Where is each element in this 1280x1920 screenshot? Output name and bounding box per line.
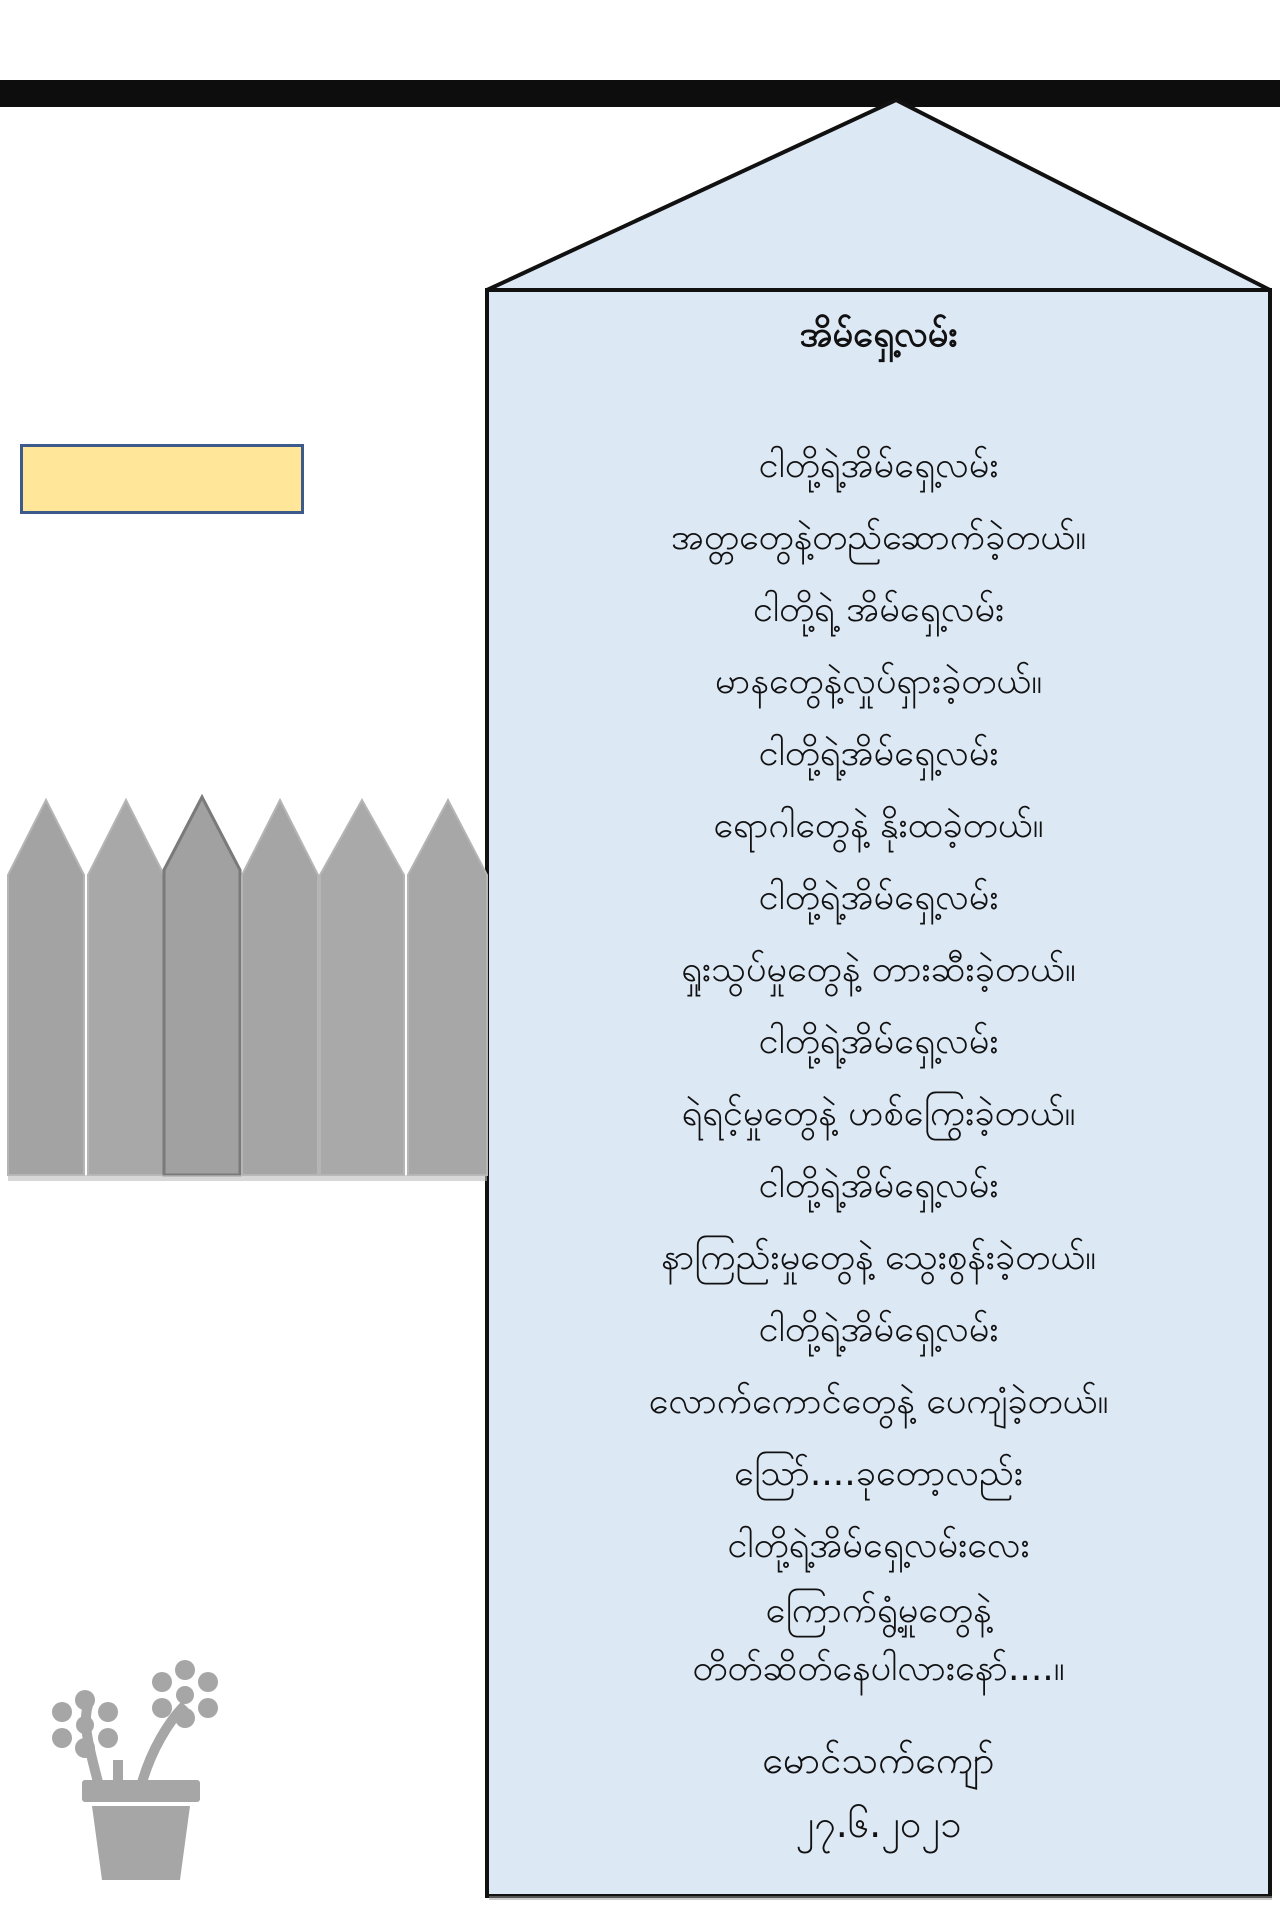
poem-line: ကြောက်ရွံ့မှုတွေနဲ့ <box>765 1590 992 1631</box>
poem-line: အတ္တတွေနဲ့တည်ဆောက်ခဲ့တယ်။ <box>670 517 1087 558</box>
poem-line: ငါတို့ရဲ့အိမ်ရှေ့လမ်း <box>758 733 999 774</box>
poem-line: လောက်ကောင်တွေနဲ့ ပေကျံခဲ့တယ်။ <box>648 1381 1109 1422</box>
fence <box>8 797 487 1181</box>
fence-picket <box>408 800 487 1175</box>
fence-picket <box>320 800 404 1175</box>
flower-pot-icon <box>52 1660 218 1880</box>
poem-line: ငါတို့ရဲ့အိမ်ရှေ့လမ်း <box>758 1021 999 1062</box>
poem-title: အိမ်ရှေ့လမ်း <box>799 314 958 355</box>
fence-picket <box>88 800 164 1175</box>
poem-line: ငါတို့ရဲ့အိမ်ရှေ့လမ်း <box>758 445 999 486</box>
fence-picket <box>242 800 318 1175</box>
poem-line: ရောဂါတွေနဲ့ နိုးထခဲ့တယ်။ <box>713 805 1044 846</box>
poem-line: သြော်....ခုတော့လည်း <box>733 1453 1024 1494</box>
poem-line: နာကြည်းမှုတွေနဲ့ သွေးစွန်းခဲ့တယ်။ <box>660 1237 1097 1278</box>
poem-line: တိတ်ဆိတ်နေပါလားနော်....။ <box>692 1648 1065 1689</box>
poem-date: ၂၇.၆.၂၀၂၁ <box>795 1802 962 1846</box>
poem-lines <box>487 430 1270 1698</box>
poem-line: ငါတို့ရဲ့အိမ်ရှေ့လမ်းလေး <box>727 1525 1030 1566</box>
poem-line: မာနတွေနဲ့လှုပ်ရှားခဲ့တယ်။ <box>714 661 1043 702</box>
poem-line: ငါတို့ရဲ့အိမ်ရှေ့လမ်း <box>758 877 999 918</box>
poem-line: ငါတို့ရဲ့အိမ်ရှေ့လမ်း <box>758 1165 999 1206</box>
poem-line: ငါတို့ရဲ့အိမ်ရှေ့လမ်း <box>758 1309 999 1350</box>
fence-picket <box>8 800 84 1175</box>
poem-author: မောင်သက်ကျော် <box>762 1738 995 1782</box>
poem-signature <box>487 1728 1270 1856</box>
yellow-sign-box <box>20 444 304 514</box>
poem-line: ရဲရင့်မှုတွေနဲ့ ဟစ်ကြွေးခဲ့တယ်။ <box>681 1093 1076 1134</box>
poem-line: ရှုးသွပ်မှုတွေနဲ့ တားဆီးခဲ့တယ်။ <box>681 949 1076 990</box>
fence-picket <box>164 797 240 1175</box>
poem-line: ငါတို့ရဲ့ အိမ်ရှေ့လမ်း <box>752 589 1005 630</box>
house-roof <box>487 100 1270 290</box>
poem <box>487 290 1270 1856</box>
